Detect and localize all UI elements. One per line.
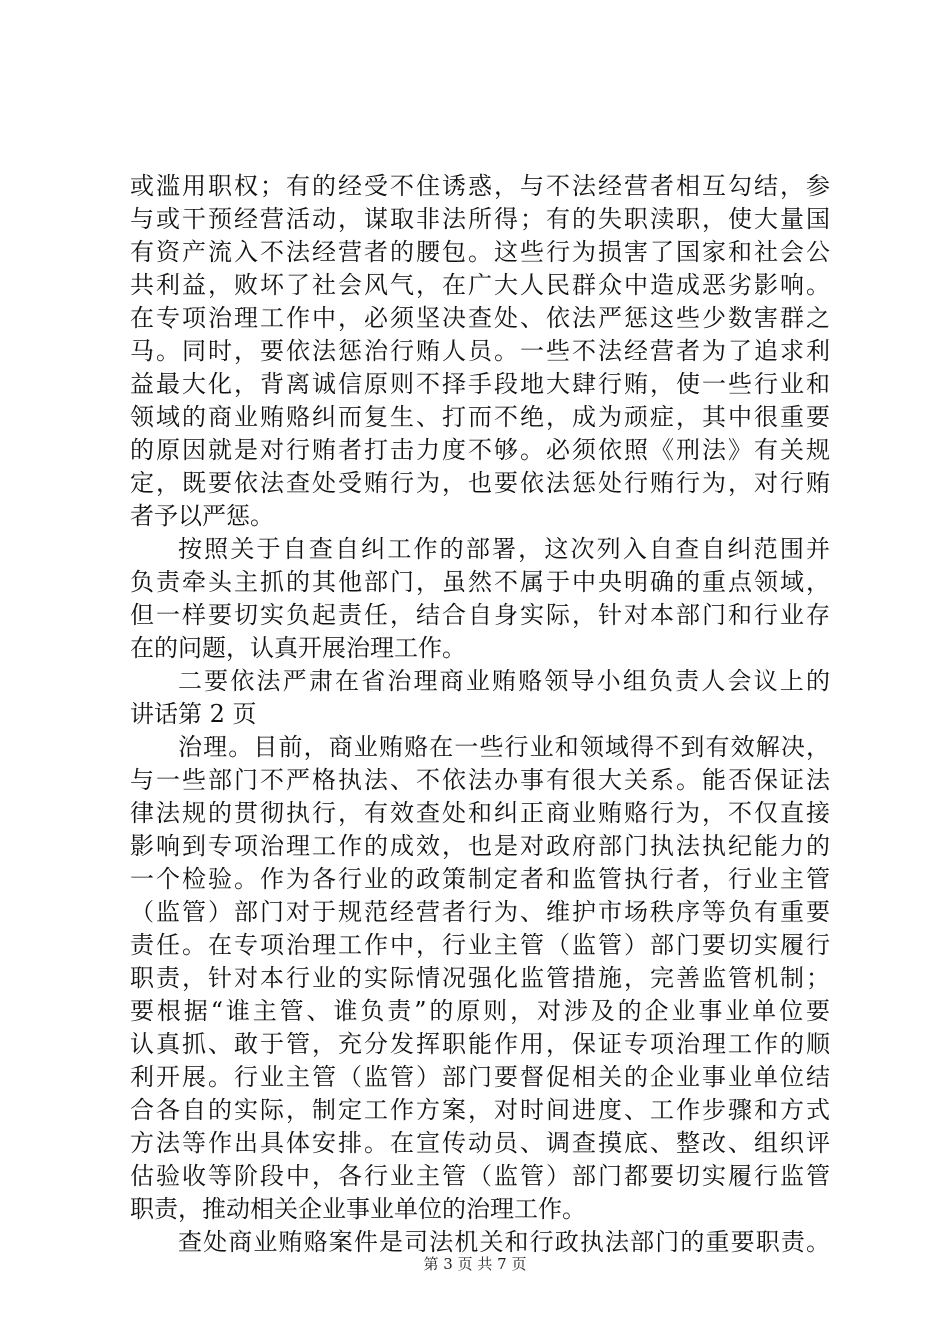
text-line: 估验收等阶段中，各行业主管（监管）部门都要切实履行监管	[130, 1162, 830, 1190]
text-line: 定，既要依法查处受贿行为，也要依法惩处行贿行为，对行贿	[130, 469, 830, 497]
text-line: 在的问题，认真开展治理工作。	[130, 634, 466, 662]
text-line: 责任。在专项治理工作中，行业主管（监管）部门要切实履行	[130, 931, 830, 959]
text-line: 者予以严惩。	[130, 502, 274, 530]
text-line: 职责，推动相关企业事业单位的治理工作。	[130, 1195, 586, 1223]
text-line: 或滥用职权；有的经受不住诱惑，与不法经营者相互勾结，参	[130, 172, 830, 200]
text-line: 共利益，败坏了社会风气，在广大人民群众中造成恶劣影响。	[130, 271, 830, 299]
text-line: 按照关于自查自纠工作的部署，这次列入自查自纠范围并	[178, 535, 830, 563]
text-line: 有资产流入不法经营者的腰包。这些行为损害了国家和社会公	[130, 238, 830, 266]
text-line: 职责，针对本行业的实际情况强化监管措施，完善监管机制；	[130, 964, 830, 992]
text-line: 合各自的实际，制定工作方案，对时间进度、工作步骤和方式	[130, 1096, 830, 1124]
text-line: 查处商业贿赂案件是司法机关和行政执法部门的重要职责。	[178, 1228, 830, 1256]
text-line: 认真抓、敢于管，充分发挥职能作用，保证专项治理工作的顺	[130, 1030, 830, 1058]
text-line: 治理。目前，商业贿赂在一些行业和领域得不到有效解决，	[178, 733, 830, 761]
text-line: 负责牵头主抓的其他部门，虽然不属于中央明确的重点领域，	[130, 568, 830, 596]
page-footer: 第 3 页 共 7 页	[423, 1255, 527, 1273]
text-line: 律法规的贯彻执行，有效查处和纠正商业贿赂行为，不仅直接	[130, 799, 830, 827]
text-line: 但一样要切实负起责任，结合自身实际，针对本部门和行业存	[130, 601, 830, 629]
text-line: 与或干预经营活动，谋取非法所得；有的失职渎职，使大量国	[130, 205, 830, 233]
text-line: 马。同时，要依法惩治行贿人员。一些不法经营者为了追求利	[130, 337, 830, 365]
text-line: 要根据“谁主管、谁负责”的原则，对涉及的企业事业单位要	[130, 997, 830, 1025]
text-line: 讲话第 2 页	[130, 700, 257, 728]
text-line: 领域的商业贿赂纠而复生、打而不绝，成为顽症，其中很重要	[130, 403, 830, 431]
text-line: 一个检验。作为各行业的政策制定者和监管执行者，行业主管	[130, 865, 830, 893]
text-line: （监管）部门对于规范经营者行为、维护市场秩序等负有重要	[130, 898, 830, 926]
text-line: 益最大化，背离诚信原则不择手段地大肆行贿，使一些行业和	[130, 370, 830, 398]
text-line: 利开展。行业主管（监管）部门要督促相关的企业事业单位结	[130, 1063, 830, 1091]
text-line: 的原因就是对行贿者打击力度不够。必须依照《刑法》有关规	[130, 436, 830, 464]
document-body	[130, 170, 830, 1259]
text-line: 二要依法严肃在省治理商业贿赂领导小组负责人会议上的	[178, 667, 830, 695]
text-line: 与一些部门不严格执法、不依法办事有很大关系。能否保证法	[130, 766, 830, 794]
text-line: 在专项治理工作中，必须坚决查处、依法严惩这些少数害群之	[130, 304, 830, 332]
text-line: 方法等作出具体安排。在宣传动员、调查摸底、整改、组织评	[130, 1129, 830, 1157]
text-line: 影响到专项治理工作的成效，也是对政府部门执法执纪能力的	[130, 832, 830, 860]
